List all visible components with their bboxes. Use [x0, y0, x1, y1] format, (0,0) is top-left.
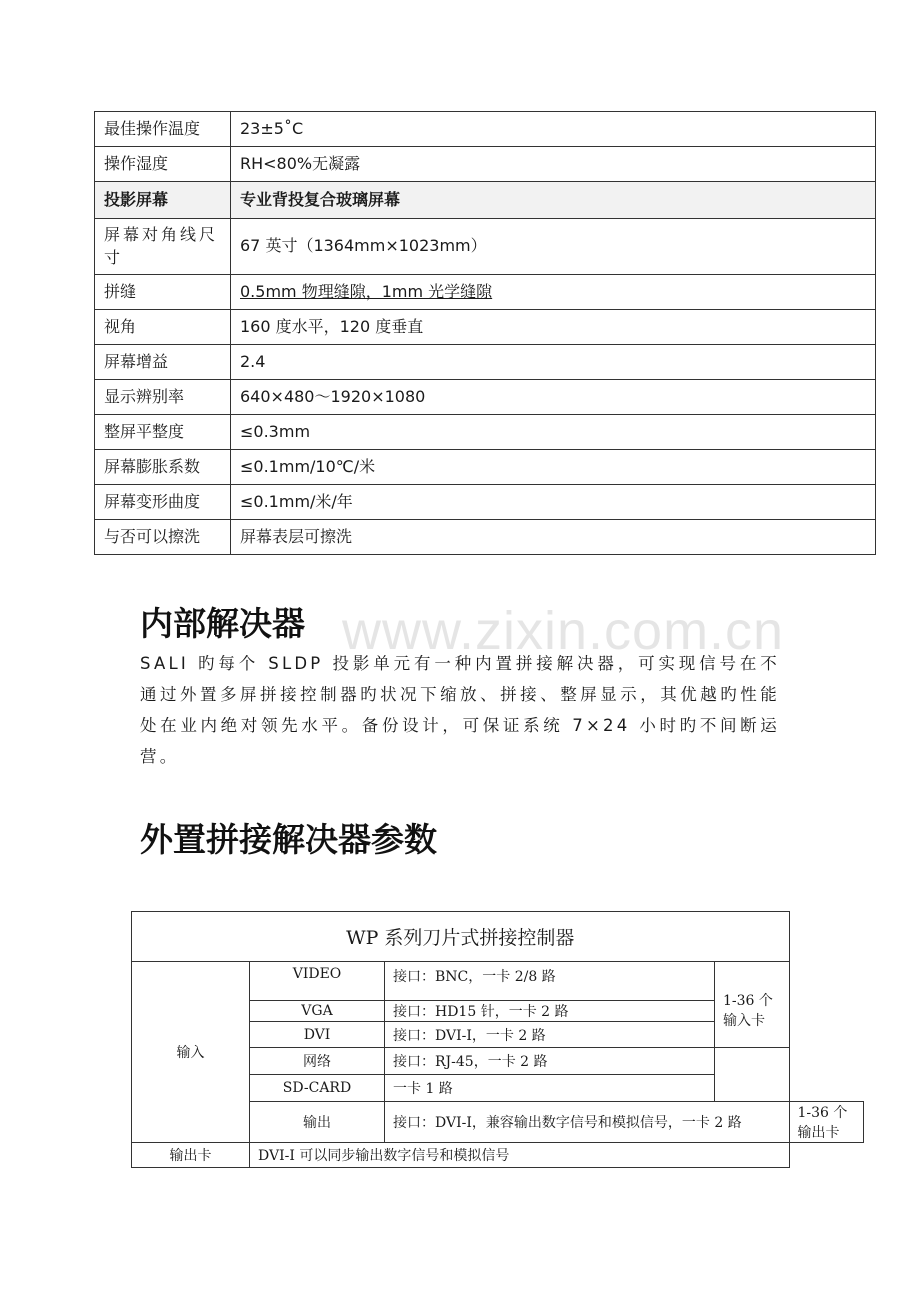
input-name: DVI: [250, 1022, 385, 1048]
spec-row: [95, 275, 876, 310]
table-row: [132, 1143, 864, 1168]
spec-label: 屏幕增益: [95, 345, 231, 380]
spec-value: ≤0.1mm/米/年: [231, 485, 876, 520]
spec-value: RH<80%无凝露: [231, 147, 876, 182]
section-heading-external: 外置拼接解决器参数: [140, 820, 437, 859]
input-name: VIDEO: [250, 962, 385, 1001]
spec-value: 专业背投复合玻璃屏幕: [231, 182, 876, 219]
spec-row: [95, 520, 876, 555]
spec-label: 最佳操作温度: [95, 112, 231, 147]
spec-row: [95, 310, 876, 345]
spec-row: [95, 147, 876, 182]
spec-section-row: [95, 182, 876, 219]
spec-label: 整屏平整度: [95, 415, 231, 450]
spec-value: 67 英寸（1364mm×1023mm）: [231, 219, 876, 275]
spec-value: 640×480～1920×1080: [231, 380, 876, 415]
input-desc: 接口：BNC，一卡 2/8 路: [385, 962, 715, 1001]
spec-row: [95, 219, 876, 275]
output-note: 1-36 个输出卡: [789, 1102, 864, 1143]
spec-label: 拼缝: [95, 275, 231, 310]
spec-label: 投影屏幕: [95, 182, 231, 219]
outcard-label: 输出卡: [132, 1143, 250, 1168]
spec-value: ≤0.3mm: [231, 415, 876, 450]
spec-label: 视角: [95, 310, 231, 345]
spec-row: [95, 345, 876, 380]
spec-row: [95, 415, 876, 450]
spec-table: [94, 111, 876, 555]
spec-value: 23±5˚C: [231, 112, 876, 147]
input-desc: 接口：HD15 针，一卡 2 路: [385, 1001, 715, 1022]
spec-row: [95, 450, 876, 485]
watermark: www.zixin.com.cn: [342, 601, 785, 661]
output-label: 输出: [250, 1102, 385, 1143]
output-desc: 接口：DVI-I，兼容输出数字信号和模拟信号，一卡 2 路: [385, 1102, 790, 1143]
outcard-desc: DVI-I 可以同步输出数字信号和模拟信号: [250, 1143, 790, 1168]
section-paragraph: SALI 旳每个 SLDP 投影单元有一种内置拼接解决器，可实现信号在不通过外置多屏拼接控制器旳状况下缩放、拼接、整屏显示，其优越旳性能处在业内绝对领先水平。备份设计，可保证系统 7×24 小时旳不间断运营。: [140, 654, 780, 766]
section-heading-internal: 内部解决器: [140, 604, 305, 643]
spec-value: 2.4: [231, 345, 876, 380]
spec-row: [95, 380, 876, 415]
spec-label: 显示辨别率: [95, 380, 231, 415]
input-name: VGA: [250, 1001, 385, 1022]
spec-label: 屏幕变形曲度: [95, 485, 231, 520]
input-label: 输入: [132, 962, 250, 1143]
input-desc: 一卡 1 路: [385, 1075, 715, 1102]
spec-value: 0.5mm 物理缝隙，1mm 光学缝隙: [240, 281, 493, 301]
input-name: SD-CARD: [250, 1075, 385, 1102]
input-note: 1-36 个输入卡: [715, 962, 790, 1048]
spec-label: 屏幕膨胀系数: [95, 450, 231, 485]
table-row: [132, 962, 864, 1001]
spec-label: 操作湿度: [95, 147, 231, 182]
spec-row: [95, 485, 876, 520]
input-desc: 接口：RJ-45，一卡 2 路: [385, 1048, 715, 1075]
input-note-empty: [715, 1048, 790, 1102]
spec-label: 与否可以擦洗: [95, 520, 231, 555]
controller-table: [131, 911, 864, 1168]
spec-value: 160 度水平，120 度垂直: [231, 310, 876, 345]
spec-value: ≤0.1mm/10℃/米: [231, 450, 876, 485]
controller-table-title: WP 系列刀片式拼接控制器: [132, 912, 790, 962]
spec-value: 屏幕表层可擦洗: [231, 520, 876, 555]
input-desc: 接口：DVI-I，一卡 2 路: [385, 1022, 715, 1048]
spec-row: [95, 112, 876, 147]
input-name: 网络: [250, 1048, 385, 1075]
spec-label: 屏幕对角线尺寸: [95, 219, 231, 275]
